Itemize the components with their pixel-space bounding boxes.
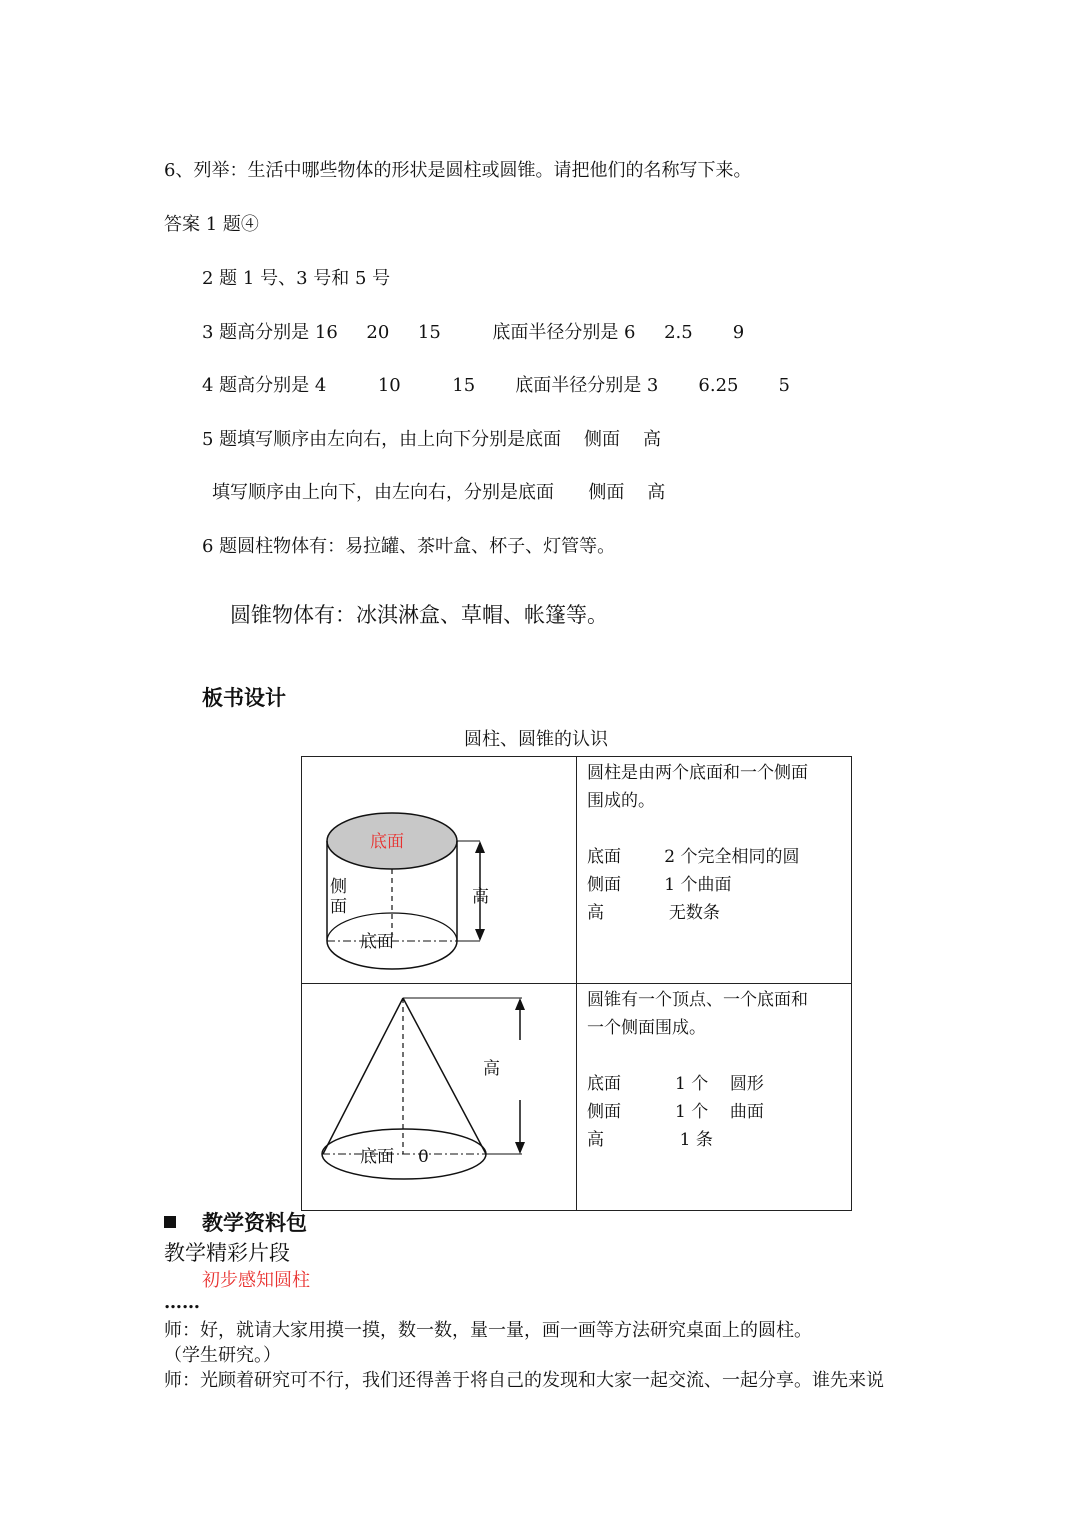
cone-desc-line-2: 一个侧面围成。 xyxy=(587,1018,706,1038)
cone-description-cell xyxy=(577,984,852,1211)
cone-height-arrow-up xyxy=(515,998,525,1010)
cylinder-diagram xyxy=(302,757,577,984)
dialogue-line-3: 师：光顾着研究可不行，我们还得善于将自己的发现和大家一起交流、一起分享。谁先来说 xyxy=(164,1370,884,1391)
cylinder-side-label-1: 侧 xyxy=(330,877,347,897)
ellipsis: …… xyxy=(164,1292,200,1313)
question-6: 6、列举：生活中哪些物体的形状是圆柱或圆锥。请把他们的名称写下来。 xyxy=(164,160,752,181)
answer-5-continued: 填写顺序由上向下，由左向右，分别是底面 侧面 高 xyxy=(212,482,666,503)
cylinder-desc-line-2: 围成的。 xyxy=(587,791,655,811)
cylinder-top-label: 底面 xyxy=(370,832,404,852)
materials-heading: 教学资料包 xyxy=(202,1210,307,1235)
cone-height-arrow-down xyxy=(515,1142,525,1154)
board-design-heading: 板书设计 xyxy=(202,685,286,710)
cone-prop-height: 高 1 条 xyxy=(587,1130,713,1150)
square-bullet-icon xyxy=(164,1216,176,1228)
cylinder-height-label: 高 xyxy=(472,887,489,907)
cylinder-desc-line-1: 圆柱是由两个底面和一个侧面 xyxy=(587,763,808,783)
cone-diagram xyxy=(302,984,577,1211)
answer-6: 6 题圆柱物体有：易拉罐、茶叶盒、杯子、灯管等。 xyxy=(202,536,616,557)
cylinder-height-arrow-down xyxy=(475,929,485,941)
cone-prop-side: 侧面 1 个 曲面 xyxy=(587,1102,764,1122)
answer-5: 5 题填写顺序由左向右，由上向下分别是底面 侧面 高 xyxy=(202,429,661,450)
answer-4: 4 题高分别是 4 10 15 底面半径分别是 3 6.25 5 xyxy=(202,375,791,396)
cylinder-prop-side: 侧面 1 个曲面 xyxy=(587,875,732,895)
board-table xyxy=(301,756,852,1211)
dialogue-line-1: 师：好，就请大家用摸一摸，数一数，量一量，画一画等方法研究桌面上的圆柱。 xyxy=(164,1320,812,1341)
cone-bottom-label: 底面 xyxy=(360,1147,394,1167)
materials-subheading: 教学精彩片段 xyxy=(164,1241,290,1265)
answer-2: 2 题 1 号、3 号和 5 号 xyxy=(202,268,391,289)
cone-desc-line-1: 圆锥有一个顶点、一个底面和 xyxy=(587,990,808,1010)
section-title: 初步感知圆柱 xyxy=(202,1270,310,1291)
cone-right-side xyxy=(403,998,486,1154)
cone-description xyxy=(587,986,808,1154)
cylinder-prop-base: 底面 2 个完全相同的圆 xyxy=(587,847,800,867)
board-title: 圆柱、圆锥的认识 xyxy=(464,729,608,750)
cylinder-prop-height: 高 无数条 xyxy=(587,903,720,923)
cylinder-description xyxy=(587,759,808,927)
cone-height-label: 高 xyxy=(483,1059,500,1079)
cone-center-label: 0 xyxy=(418,1147,429,1167)
answer-1: 答案 1 题④ xyxy=(164,214,259,235)
cylinder-diagram-cell xyxy=(302,757,577,984)
cone-diagram-cell xyxy=(302,984,577,1211)
dialogue-line-2: （学生研究。） xyxy=(164,1345,281,1366)
cone-prop-base: 底面 1 个 圆形 xyxy=(587,1074,764,1094)
cylinder-description-cell xyxy=(577,757,852,984)
cone-left-side xyxy=(323,998,403,1154)
answer-6-continued: 圆锥物体有：冰淇淋盒、草帽、帐篷等。 xyxy=(230,603,608,627)
cylinder-bottom-label: 底面 xyxy=(360,932,394,952)
cylinder-height-arrow-up xyxy=(475,841,485,853)
cylinder-side-label-2: 面 xyxy=(330,897,347,917)
answer-3: 3 题高分别是 16 20 15 底面半径分别是 6 2.5 9 xyxy=(202,322,745,343)
